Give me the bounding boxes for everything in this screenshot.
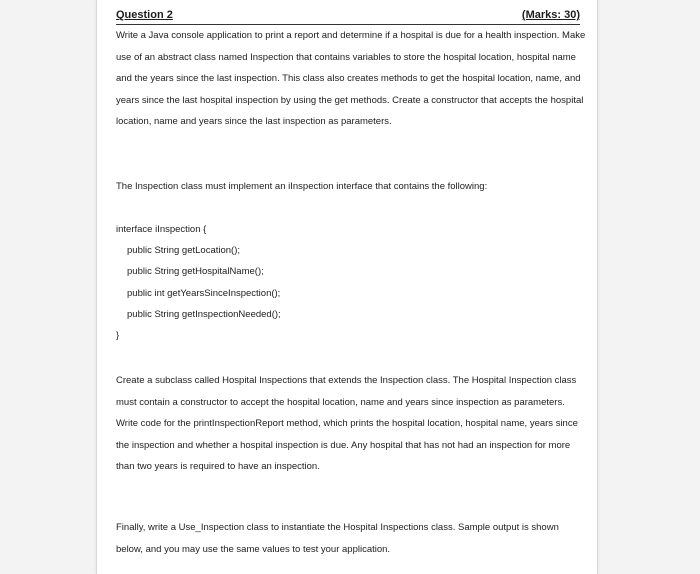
interface-intro-paragraph: The Inspection class must implement an iInspection interface that contains the following: (116, 181, 488, 192)
interface-code-block (116, 219, 281, 346)
final-paragraph: Finally, write a Use_Inspection class to instantiate the Hospital Inspections class. Sample output is shown below, and you may use the same values to test your application. (116, 522, 559, 555)
code-line-close: } (116, 330, 120, 342)
code-line: public String getInspectionNeeded(); (127, 308, 281, 320)
marks-label: (Marks: 30) (521, 9, 580, 21)
question-header (116, 8, 580, 25)
subclass-paragraph: Create a subclass called Hospital Inspections that extends the Inspection class. The Hospital Inspection class must contain a constructor to accept the hospital location, name and years since inspection as parameters. Write code for the printInspectionReport method, which prints the hospital location, hospital name, years since the inspection and whether a hospital inspection is due. Any hospital that has not had an inspection for more than two years is required to have an inspection. (116, 375, 578, 473)
intro-paragraph: Write a Java console application to print a report and determine if a hospital is due for a health inspection. Make use of an abstract class named Inspection that contains variables to store the hospital location, hospital name and the years since the last inspection. This class also creates methods to get the hospital location, name, and years since the last hospital inspection by using the get methods. Create a constructor that accepts the hospital location, name and years since the last inspection as parameters. (116, 30, 586, 128)
code-line: public String getLocation(); (127, 245, 241, 257)
code-line: public int getYearsSinceInspection(); (127, 287, 281, 299)
question-label: Question 2 (116, 9, 173, 21)
code-line: public String getHospitalName(); (127, 266, 264, 278)
code-line-open: interface iInspection { (116, 224, 207, 235)
